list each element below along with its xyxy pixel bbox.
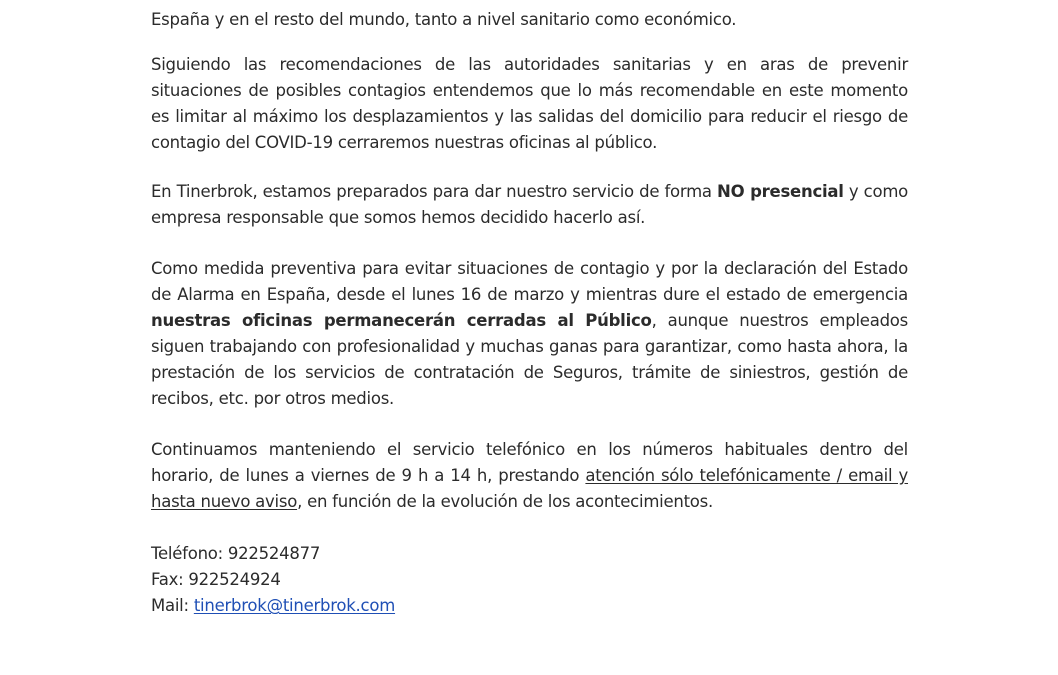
phone-text-before: Continuamos manteniendo el servicio telefónico en los números habituales dentro del horario, de lunes a viernes de 9 h a 14 h, prestando: [151, 440, 908, 485]
preventive-measure-paragraph: [151, 256, 908, 412]
phone-only-underlined: atención sólo telefónicamente / email y hasta nuevo aviso: [151, 466, 909, 511]
phone-service-paragraph: [151, 437, 908, 515]
non-presential-emphasis: NO presencial: [717, 182, 844, 201]
service-text-before: En Tinerbrok, estamos preparados para dar nuestro servicio de forma: [151, 182, 718, 201]
service-text-after: y como empresa responsable que somos hemos decidido hacerlo así.: [151, 182, 908, 227]
contact-mail: [151, 593, 908, 619]
service-paragraph: [151, 179, 908, 231]
contact-phone: Teléfono: 922524877: [151, 544, 321, 563]
mail-link[interactable]: tinerbrok@tinerbrok.com: [193, 596, 396, 615]
recommendations-paragraph: Siguiendo las recomendaciones de las autoridades sanitarias y en aras de prevenir situaciones de posibles contagios entendemos que lo más recomendable en este momento es limitar al máximo los desplazamientos y las salidas del domicilio para reducir el riesgo de contagio del COVID-19 cerraremos nuestras oficinas al público.: [151, 55, 908, 152]
mail-label: Mail:: [151, 596, 194, 615]
phone-text-after: , en función de la evolución de los acontecimientos.: [297, 492, 713, 511]
offices-closed-emphasis: nuestras oficinas permanecerán cerradas al Público: [151, 311, 652, 330]
contact-fax: Fax: 922524924: [151, 570, 281, 589]
intro-paragraph-tail: España y en el resto del mundo, tanto a nivel sanitario como económico.: [151, 10, 737, 29]
contact-block: [151, 541, 908, 619]
measure-text-before: Como medida preventiva para evitar situaciones de contagio y por la declaración del Estado de Alarma en España, desde el lunes 16 de marzo y mientras dure el estado de emergencia: [151, 259, 908, 304]
measure-text-after: , aunque nuestros empleados siguen trabajando con profesionalidad y muchas ganas para garantizar, como hasta ahora, la prestación de los servicios de contratación de Seguros, trámite de siniestros, gestión de recibos, etc. por otros medios.: [151, 311, 908, 408]
